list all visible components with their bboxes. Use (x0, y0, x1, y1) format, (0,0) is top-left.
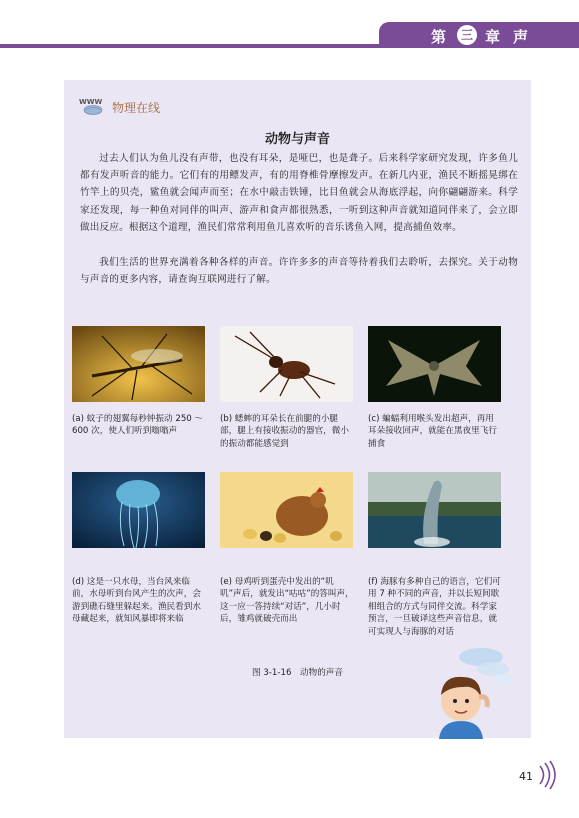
jellyfish-photo (72, 472, 205, 548)
chapter-header (0, 22, 579, 48)
www-globe-icon (78, 96, 108, 116)
chapter-tab (379, 22, 579, 48)
mosquito-photo (72, 326, 205, 402)
paragraph-1: 过去人们认为鱼儿没有声带，也没有耳朵，是哑巴，也是聋子。后来科学家研究发现，许多鱼儿都有发声听音的能力。它们有的用鳔发声，有的用脊椎骨摩擦发声。在新几内亚，渔民不断摇晃绑在竹竿上的贝壳，鲨鱼就会闻声而至；在水中敲击铁锤，比目鱼就会从海底浮起，向你翩翩游来。科学家还发现，每一种鱼对同伴的叫声、游声和食声都很熟悉，一听到这种声音就知道同伴来了，会立即做出反应。根据这个道理，渔民们常常利用鱼儿喜欢听的音乐诱鱼入网，提高捕鱼效率。 (80, 153, 518, 233)
online-label: 物理在线 (112, 101, 161, 115)
svg-text:WWW: WWW (79, 98, 103, 106)
page-number: 41 (519, 770, 533, 783)
figure-caption: 图 3-1-16 动物的声音 (252, 668, 343, 678)
caption-f: (f) 海豚有多种自己的语言，它们可用 7 种不同的声音，并以长短间歇相组合的方式与同伴交流。科学家预言，一旦破译这些声音信息，就可实现人与海豚的对话 (368, 577, 501, 637)
dolphin-photo (368, 472, 501, 548)
chapter-prefix: 第 (431, 28, 447, 46)
paragraph-2: 我们生活的世界充满着各种各样的声音。许许多多的声音等待着我们去聆听，去探究。关于动物与声音的更多内容，请查询互联网进行了解。 (80, 257, 518, 286)
listening-boy-illustration (419, 645, 531, 739)
section-title: 动物与声音 (264, 132, 330, 147)
chapter-number-badge: 三 (457, 25, 477, 45)
caption-a: (a) 蚊子的翅翼每秒钟振动 250 ～ 600 次，使人们听到嗡嗡声 (72, 414, 204, 437)
caption-e: (e) 母鸡听到蛋壳中发出的“叽叽”声后，就发出“咕咕”的答叫声，这一应一答持续“对话”，几小时后，雏鸡就破壳而出 (220, 577, 354, 625)
reading-panel (64, 80, 531, 738)
caption-c: (c) 蝙蝠利用喉头发出超声，再用耳朵接收回声，就能在黑夜里飞行捕食 (368, 414, 497, 449)
cricket-photo (220, 326, 353, 402)
chapter-title: 声 (513, 28, 529, 46)
caption-d: (d) 这是一只水母，当台风来临前，水母听到台风产生的次声，会游到礁石缝里躲起来。渔民看到水母藏起来，就知风暴即将来临 (72, 577, 201, 625)
sound-waves-icon (537, 760, 559, 790)
bat-photo (368, 326, 501, 402)
caption-b: (b) 蟋蟀的耳朵长在前腿的小腿部，腿上有接收振动的器官，微小的振动都能感觉到 (220, 414, 349, 449)
chapter-suffix: 章 (485, 28, 501, 46)
hen-chicks-photo (220, 472, 353, 548)
